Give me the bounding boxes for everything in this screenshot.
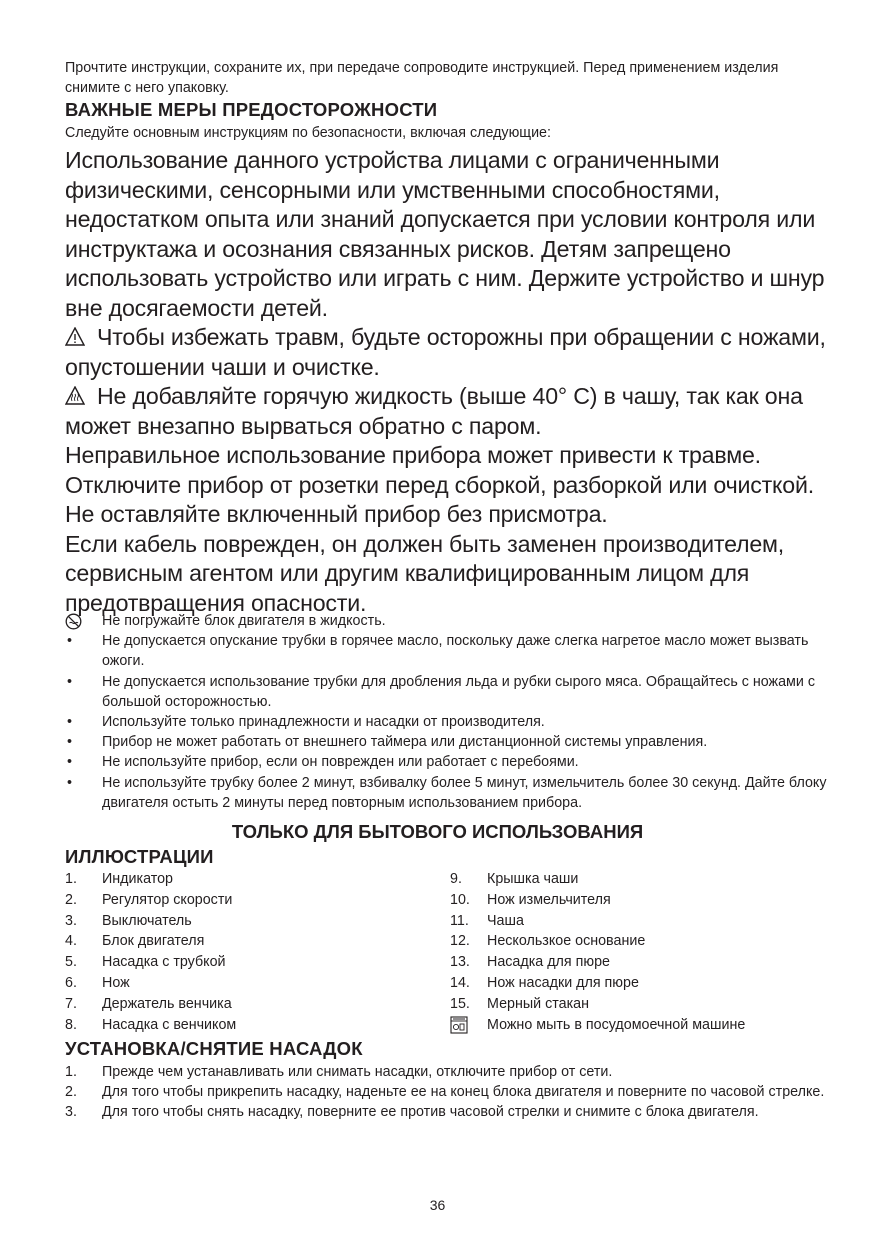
safety-heading: ВАЖНЫЕ МЕРЫ ПРЕДОСТОРОЖНОСТИ (65, 99, 438, 120)
list-item: 13. Насадка для пюре (450, 954, 610, 971)
list-item: 3. Выключатель (65, 912, 192, 929)
list-item: 15. Мерный стакан (450, 995, 590, 1012)
list-item: 3. Для того чтобы снять насадку, поверните ее против часовой стрелки и снимите с блока двигателя. (65, 1104, 759, 1121)
list-item: 8. Насадка с венчиком (65, 1016, 237, 1033)
list-item: • Используйте только принадлежности и насадки от производителя. (67, 714, 545, 731)
list-item: 5. Насадка с трубкой (65, 954, 226, 971)
safety-paragraph: Не добавляйте горячую жидкость (выше 40° C) в чашу, так как она может внезапно вырваться обратно с паром. (65, 383, 803, 439)
list-item: 1. Прежде чем устанавливать или снимать насадки, отключите прибор от сети. (65, 1064, 613, 1080)
hot-surface-warning-icon (65, 386, 85, 405)
household-only-heading: ТОЛЬКО ДЛЯ БЫТОВОГО ИСПОЛЬЗОВАНИЯ (231, 821, 644, 842)
list-item: 9. Крышка чаши (450, 871, 579, 887)
list-item: • Не используйте прибор, если он поврежден или работает с перебоями. (67, 754, 579, 771)
list-item: 14. Нож насадки для пюре (450, 974, 639, 991)
safety-paragraph: Неправильное использование прибора может привести к травме. (65, 442, 761, 468)
list-item: Можно мыть в посудомоечной машине (450, 1015, 840, 1036)
illustrations-left-list (65, 869, 435, 1035)
safety-paragraph: Использование данного устройства лицами с ограниченными физическими, сенсорными или умственными способностями, недостатком опыта или знаний допускается при условии контроля или инструктажа и осознания связанных рисков. Детям запрещено использовать устройство или играть с ним. Держите устройство и шнур вне досягаемости детей. (65, 147, 825, 321)
safety-paragraph: Отключите прибор от розетки перед сборкой, разборкой или очисткой. (65, 471, 814, 498)
install-steps-list (65, 1062, 835, 1123)
safety-paragraph: Не оставляйте включенный прибор без присмотра. (65, 501, 608, 527)
list-item: 2. Для того чтобы прикрепить насадку, наденьте ее на конец блока двигателя и поверните по часовой стрелке. (65, 1084, 825, 1101)
warning-icon (65, 327, 85, 346)
list-item: 7. Держатель венчика (65, 995, 232, 1012)
list-item: 12. Нескользкое основание (450, 933, 646, 950)
no-immerse-icon (65, 611, 102, 631)
safety-paragraph: Чтобы избежать травм, будьте осторожны при обращении с ножами, опустошении чаши и очистке. (65, 324, 826, 380)
safety-main-text (65, 146, 835, 618)
illustrations-heading: ИЛЛЮСТРАЦИИ (65, 846, 214, 867)
list-item: 1. Индикатор (65, 871, 173, 887)
list-item: • Прибор не может работать от внешнего таймера или дистанционной системы управления. (67, 734, 708, 751)
intro-text: Прочтите инструкции, сохраните их, при передаче сопроводите инструкцией. Перед применением изделия снимите с него упаковку. (65, 60, 779, 96)
safety-bullet-list (65, 611, 835, 813)
list-item: Не погружайте блок двигателя в жидкость. (65, 611, 835, 631)
list-item: • Не допускается опускание трубки в горячее масло, поскольку даже слегка нагретое масло может вызвать ожоги. (67, 633, 809, 670)
list-item: 10. Нож измельчителя (450, 891, 611, 908)
list-item: 11. Чаша (450, 912, 524, 929)
list-item: • Не используйте трубку более 2 минут, взбивалку более 5 минут, измельчитель более 30 секунд. Дайте блоку двигателя остыть 2 минуты перед повторным использованием прибора. (67, 774, 827, 811)
page-number: 36 (429, 1197, 446, 1213)
install-heading: УСТАНОВКА/СНЯТИЕ НАСАДОК (65, 1038, 363, 1059)
safety-paragraph: Если кабель поврежден, он должен быть заменен производителем, сервисным агентом или другим квалифицированным лицом для предотвращения опасности. (65, 530, 784, 616)
list-item: 4. Блок двигателя (65, 933, 205, 950)
dishwasher-safe-icon (450, 1015, 487, 1036)
safety-subtitle: Следуйте основным инструкциям по безопасности, включая следующие: (65, 125, 551, 141)
illustrations-right-list (450, 869, 840, 1035)
list-item: • Не допускается использование трубки для дробления льда и рубки сырого мяса. Обращайтесь с ножами с большой осторожностью. (67, 673, 815, 710)
list-item: 2. Регулятор скорости (65, 891, 233, 908)
list-item: 6. Нож (65, 974, 130, 991)
